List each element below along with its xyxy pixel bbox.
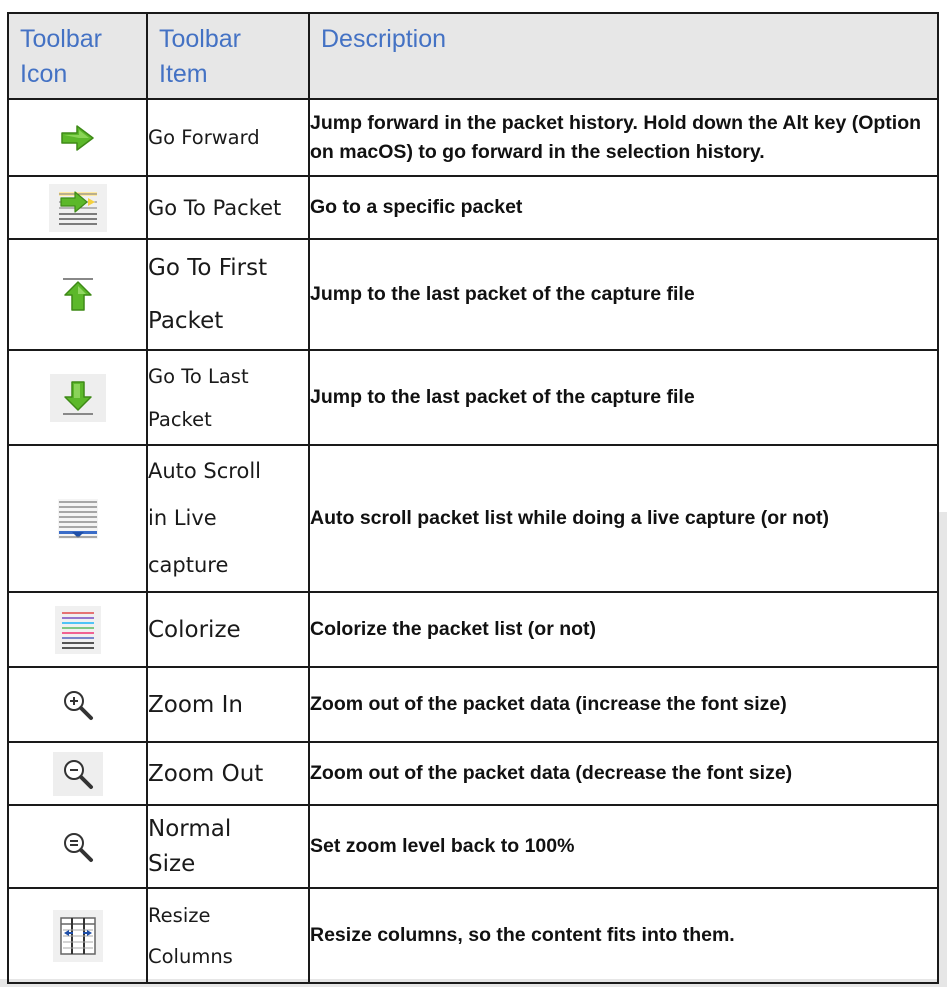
icon-cell (8, 888, 147, 983)
header-text: Toolbar (159, 25, 241, 53)
description-cell: Colorize the packet list (or not) (309, 592, 938, 667)
toolbar-reference-table (7, 12, 939, 984)
go-to-first-packet-icon (60, 276, 96, 314)
header-toolbar-item (147, 13, 309, 99)
icon-cell (8, 239, 147, 350)
header-text: Toolbar (20, 25, 102, 53)
table-row (8, 592, 938, 667)
toolbar-item-label: Zoom Out (148, 760, 264, 787)
table-row (8, 742, 938, 805)
toolbar-item-label: Packet (148, 307, 224, 334)
toolbar-item-label: Columns (148, 944, 233, 968)
description-cell: Jump forward in the packet history. Hold down the Alt key (Option on macOS) to go forward in the selection history. (309, 99, 938, 176)
toolbar-item-label: Go Forward (148, 125, 260, 149)
go-forward-icon (60, 124, 96, 152)
table-row (8, 805, 938, 888)
header-text: Item (159, 60, 208, 88)
table-row (8, 888, 938, 983)
toolbar-item-cell (147, 805, 309, 888)
toolbar-item-label: Size (148, 850, 196, 877)
auto-scroll-icon (57, 498, 99, 540)
description-cell: Jump to the last packet of the capture file (309, 350, 938, 445)
description-cell: Go to a specific packet (309, 176, 938, 239)
toolbar-item-cell (147, 445, 309, 592)
toolbar-item-cell (147, 350, 309, 445)
toolbar-item-label: Colorize (148, 616, 241, 643)
toolbar-item-label: Zoom In (148, 691, 243, 718)
icon-cell (8, 742, 147, 805)
table-row (8, 445, 938, 592)
icon-cell (8, 592, 147, 667)
toolbar-item-cell (147, 99, 309, 176)
header-toolbar-icon (8, 13, 147, 99)
icon-cell (8, 350, 147, 445)
toolbar-item-label: Packet (148, 407, 212, 431)
description-cell: Zoom out of the packet data (increase the font size) (309, 667, 938, 742)
table-row (8, 99, 938, 176)
table-header-row (8, 13, 938, 99)
icon-cell (8, 176, 147, 239)
zoom-in-icon (61, 688, 95, 722)
toolbar-item-label: Go To First (148, 254, 268, 281)
toolbar-item-label: Auto Scroll (148, 459, 261, 483)
icon-cell (8, 99, 147, 176)
description-cell: Jump to the last packet of the capture file (309, 239, 938, 350)
description-cell: Resize columns, so the content fits into them. (309, 888, 938, 983)
icon-cell (8, 667, 147, 742)
toolbar-item-cell (147, 592, 309, 667)
table-row (8, 667, 938, 742)
toolbar-item-label: Resize (148, 903, 211, 927)
header-text: Icon (20, 60, 68, 88)
description-cell: Set zoom level back to 100% (309, 805, 938, 888)
toolbar-item-label: in Live (148, 506, 217, 530)
toolbar-item-cell (147, 888, 309, 983)
toolbar-item-cell (147, 742, 309, 805)
toolbar-item-label: capture (148, 553, 229, 577)
resize-columns-icon (53, 910, 103, 962)
description-cell: Zoom out of the packet data (decrease the font size) (309, 742, 938, 805)
description-cell: Auto scroll packet list while doing a live capture (or not) (309, 445, 938, 592)
go-to-packet-icon (49, 184, 107, 232)
table-row (8, 176, 938, 239)
toolbar-item-label: Go To Packet (148, 195, 282, 220)
toolbar-item-label: Go To Last (148, 364, 249, 388)
icon-cell (8, 805, 147, 888)
table-row (8, 350, 938, 445)
toolbar-item-label: Normal (148, 815, 232, 842)
header-description: Description (309, 13, 938, 99)
toolbar-item-cell (147, 667, 309, 742)
zoom-out-icon (53, 752, 103, 796)
toolbar-item-cell (147, 176, 309, 239)
toolbar-item-cell (147, 239, 309, 350)
table-row (8, 239, 938, 350)
normal-size-icon (61, 830, 95, 864)
go-to-last-packet-icon (50, 374, 106, 422)
icon-cell (8, 445, 147, 592)
colorize-icon (55, 606, 101, 654)
